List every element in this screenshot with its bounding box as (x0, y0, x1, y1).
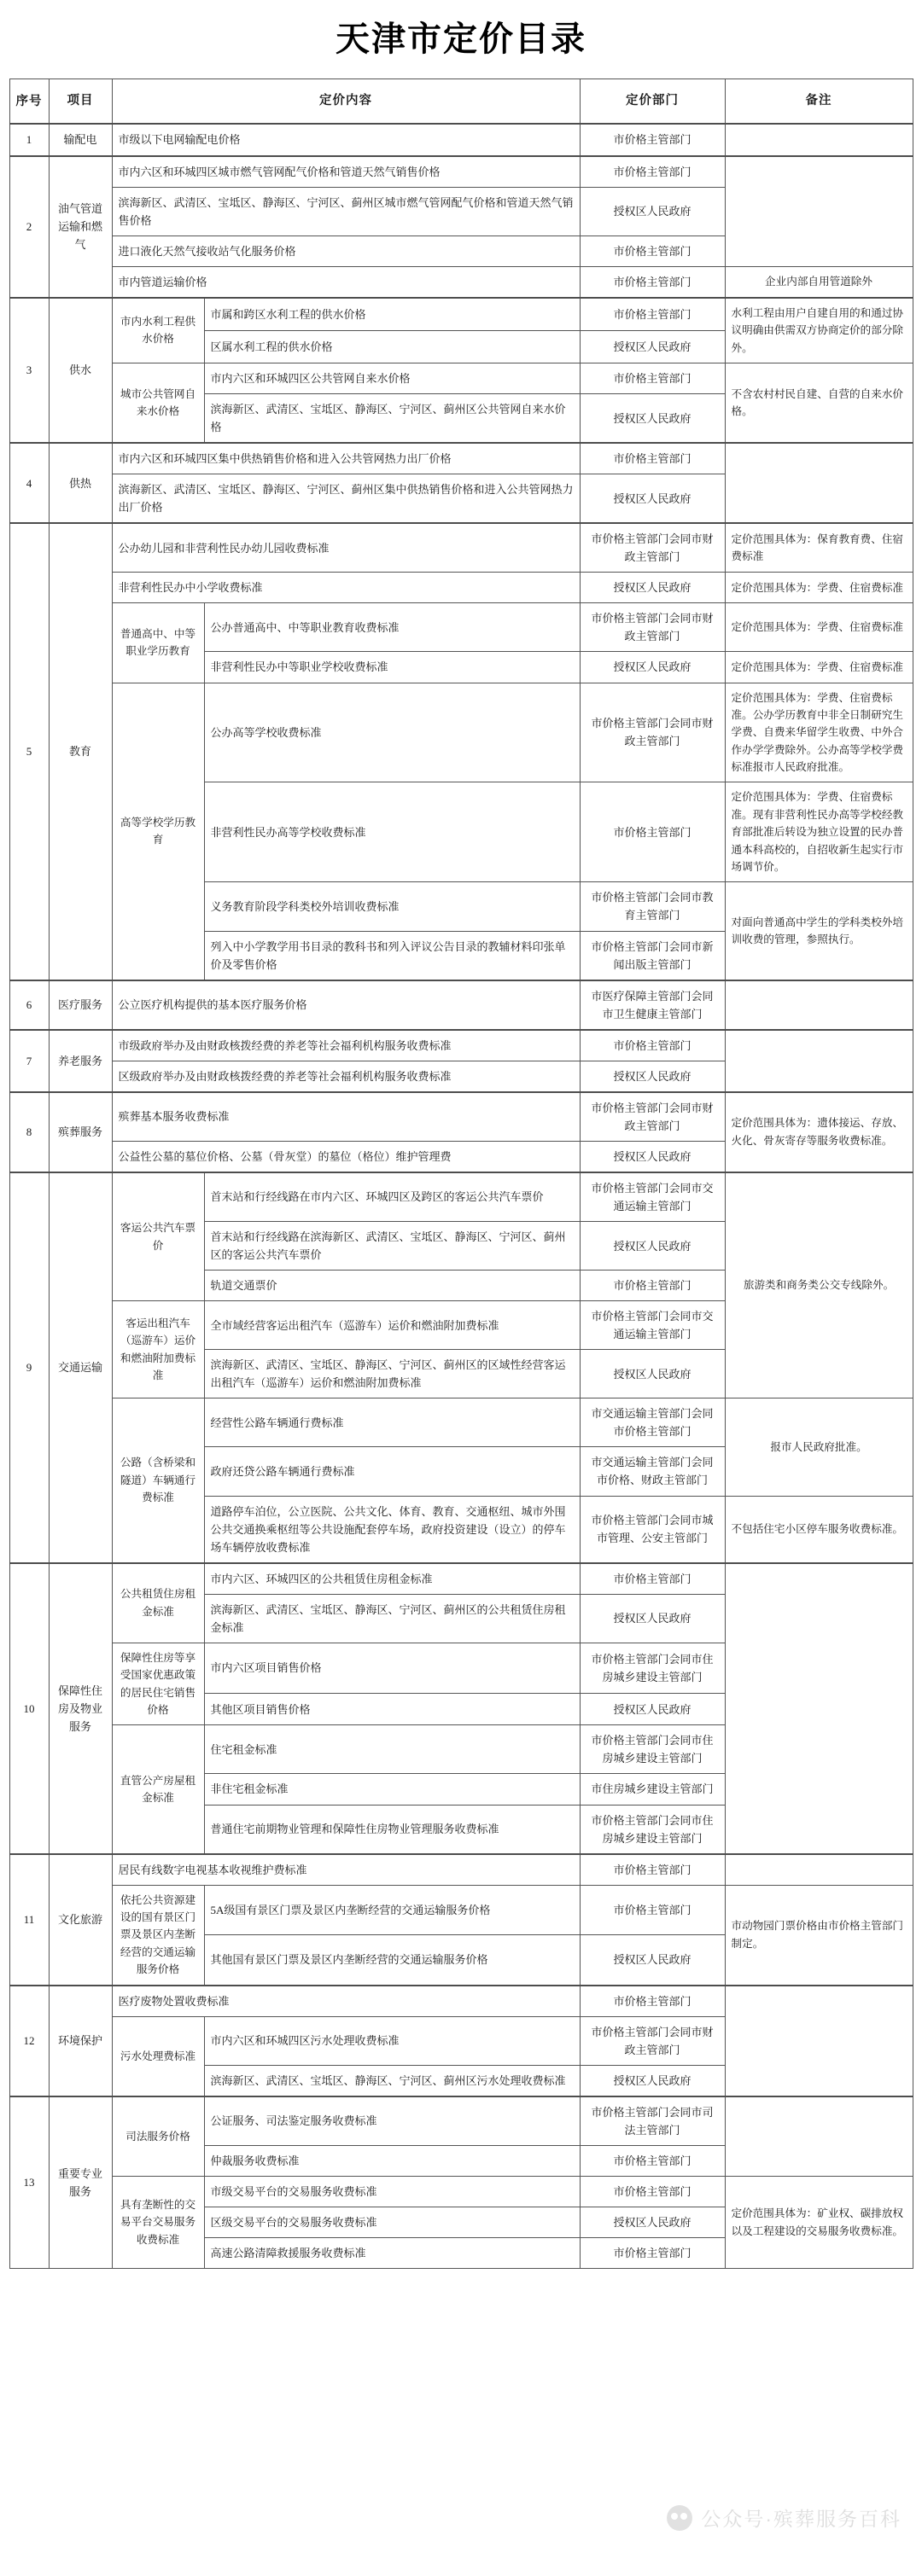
cell-remark (725, 156, 913, 267)
cell-pricing-content: 滨海新区、武清区、宝坻区、静海区、宁河区、蓟州区城市燃气管网配气价格和管道天然气销售价格 (112, 187, 580, 236)
cell-project-name: 养老服务 (49, 1030, 112, 1092)
cell-project-name: 输配电 (49, 124, 112, 155)
cell-pricing-content: 殡葬基本服务收费标准 (112, 1092, 580, 1142)
table-row (9, 1854, 913, 1886)
cell-subcategory: 市内水利工程供水价格 (112, 298, 204, 363)
cell-remark (725, 443, 913, 523)
watermark-text: 公众号·殡葬服务百科 (701, 2508, 902, 2530)
cell-pricing-content: 非营利性民办高等学校收费标准 (204, 782, 580, 882)
pricing-catalog-table (9, 79, 913, 2269)
cell-pricing-department: 市价格主管部门会同市司法主管部门 (580, 2096, 725, 2146)
table-row (9, 603, 913, 652)
cell-sequence-number: 8 (9, 1092, 49, 1172)
cell-subcategory: 直管公产房屋租金标准 (112, 1725, 204, 1854)
column-header-seq: 序号 (9, 79, 49, 125)
cell-pricing-department: 市价格主管部门 (580, 1030, 725, 1061)
cell-subcategory: 城市公共管网自来水价格 (112, 363, 204, 443)
cell-subcategory: 普通高中、中等职业学历教育 (112, 603, 204, 683)
cell-pricing-content: 市级交易平台的交易服务收费标准 (204, 2176, 580, 2207)
cell-project-name: 油气管道运输和燃气 (49, 156, 112, 298)
table-header (9, 79, 913, 125)
column-header-department: 定价部门 (580, 79, 725, 125)
cell-sequence-number: 1 (9, 124, 49, 155)
cell-pricing-department: 市价格主管部门 (580, 443, 725, 474)
cell-pricing-department: 授权区人民政府 (580, 1141, 725, 1172)
cell-pricing-content: 道路停车泊位，公立医院、公共文化、体育、教育、交通枢纽、城市外围公共交通换乘枢纽等公共设施配套停车场，政府投资建设（设立）的停车场车辆停放收费标准 (204, 1496, 580, 1563)
cell-pricing-department: 市价格主管部门 (580, 1885, 725, 1934)
cell-pricing-department: 授权区人民政府 (580, 474, 725, 524)
cell-remark (725, 980, 913, 1030)
cell-pricing-content: 高速公路清障救援服务收费标准 (204, 2238, 580, 2269)
cell-subcategory: 高等学校学历教育 (112, 683, 204, 980)
cell-pricing-content: 市级政府举办及由财政核拨经费的养老等社会福利机构服务收费标准 (112, 1030, 580, 1061)
table-row (9, 2176, 913, 2207)
cell-remark (725, 1030, 913, 1092)
cell-pricing-department: 授权区人民政府 (580, 1061, 725, 1092)
cell-pricing-department: 市价格主管部门 (580, 156, 725, 188)
cell-pricing-department: 市价格主管部门会同市住房城乡建设主管部门 (580, 1725, 725, 1774)
cell-pricing-content: 公办普通高中、中等职业教育收费标准 (204, 603, 580, 652)
cell-pricing-department: 市价格主管部门 (580, 298, 725, 331)
cell-sequence-number: 3 (9, 298, 49, 443)
cell-sequence-number: 11 (9, 1854, 49, 1986)
cell-pricing-department: 市价格主管部门会同市财政主管部门 (580, 523, 725, 573)
cell-project-name: 殡葬服务 (49, 1092, 112, 1172)
cell-pricing-department: 市价格主管部门 (580, 782, 725, 882)
cell-pricing-department: 授权区人民政府 (580, 330, 725, 363)
cell-pricing-department: 市交通运输主管部门会同市价格主管部门 (580, 1398, 725, 1447)
cell-project-name: 环境保护 (49, 1986, 112, 2096)
cell-remark (725, 1854, 913, 1886)
cell-pricing-content: 非营利性民办中等职业学校收费标准 (204, 652, 580, 683)
cell-pricing-content: 公办幼儿园和非营利性民办幼儿园收费标准 (112, 523, 580, 573)
column-header-content: 定价内容 (112, 79, 580, 125)
table-row (9, 1563, 913, 1595)
cell-pricing-content: 义务教育阶段学科类校外培训收费标准 (204, 882, 580, 931)
cell-remark (725, 2096, 913, 2177)
cell-pricing-content: 公立医疗机构提供的基本医疗服务价格 (112, 980, 580, 1030)
cell-pricing-department: 授权区人民政府 (580, 1350, 725, 1398)
watermark (667, 2503, 902, 2532)
cell-remark (725, 1563, 913, 1854)
table-row (9, 298, 913, 331)
cell-project-name: 交通运输 (49, 1172, 112, 1563)
cell-sequence-number: 6 (9, 980, 49, 1030)
cell-pricing-department: 授权区人民政府 (580, 1694, 725, 1725)
cell-remark: 市动物园门票价格由市价格主管部门制定。 (725, 1885, 913, 1985)
cell-pricing-department: 市价格主管部门会同市财政主管部门 (580, 1092, 725, 1142)
table-body (9, 124, 913, 2268)
cell-pricing-content: 其他区项目销售价格 (204, 1694, 580, 1725)
cell-pricing-department: 市价格主管部门 (580, 1986, 725, 2017)
cell-pricing-content: 其他国有景区门票及景区内垄断经营的交通运输服务价格 (204, 1934, 580, 1985)
cell-remark: 定价范围具体为：学费、住宿费标准。现有非营利性民办高等学校经教育部批准后转设为独立设置的民办普通本科高校的，自招收新生起实行市场调节价。 (725, 782, 913, 882)
cell-project-name: 医疗服务 (49, 980, 112, 1030)
cell-pricing-department: 市价格主管部门 (580, 2238, 725, 2269)
cell-subcategory: 客运出租汽车（巡游车）运价和燃油附加费标准 (112, 1301, 204, 1398)
cell-pricing-content: 全市域经营客运出租汽车（巡游车）运价和燃油附加费标准 (204, 1301, 580, 1350)
cell-pricing-department: 市价格主管部门会同市财政主管部门 (580, 2016, 725, 2065)
cell-pricing-department: 市医疗保障主管部门会同市卫生健康主管部门 (580, 980, 725, 1030)
wechat-logo-icon (667, 2505, 692, 2531)
cell-pricing-content: 普通住宅前期物业管理和保障性住房物业管理服务收费标准 (204, 1805, 580, 1854)
cell-sequence-number: 9 (9, 1172, 49, 1563)
cell-sequence-number: 13 (9, 2096, 49, 2269)
cell-remark: 不包括住宅小区停车服务收费标准。 (725, 1496, 913, 1563)
table-row (9, 363, 913, 393)
cell-pricing-content: 公办高等学校收费标准 (204, 683, 580, 782)
cell-remark: 定价范围具体为：矿业权、碳排放权以及工程建设的交易服务收费标准。 (725, 2176, 913, 2268)
cell-pricing-content: 滨海新区、武清区、宝坻区、静海区、宁河区、蓟州区污水处理收费标准 (204, 2065, 580, 2096)
table-row (9, 980, 913, 1030)
cell-pricing-department: 市价格主管部门 (580, 1563, 725, 1595)
cell-pricing-content: 首末站和行经线路在市内六区、环城四区及跨区的客运公共汽车票价 (204, 1172, 580, 1222)
cell-remark: 报市人民政府批准。 (725, 1398, 913, 1496)
cell-pricing-content: 市内六区项目销售价格 (204, 1643, 580, 1693)
cell-remark: 企业内部自用管道除外 (725, 266, 913, 298)
cell-pricing-content: 区级交易平台的交易服务收费标准 (204, 2207, 580, 2237)
cell-pricing-content: 公益性公墓的墓位价格、公墓（骨灰堂）的墓位（格位）维护管理费 (112, 1141, 580, 1172)
cell-pricing-content: 滨海新区、武清区、宝坻区、静海区、宁河区、蓟州区的区域性经营客运出租汽车（巡游车）运价和燃油附加费标准 (204, 1350, 580, 1398)
cell-pricing-content: 区级政府举办及由财政核拨经费的养老等社会福利机构服务收费标准 (112, 1061, 580, 1092)
cell-pricing-department: 授权区人民政府 (580, 393, 725, 443)
cell-pricing-department: 市价格主管部门会同市财政主管部门 (580, 683, 725, 782)
cell-remark (725, 1986, 913, 2096)
cell-pricing-content: 医疗废物处置收费标准 (112, 1986, 580, 2017)
cell-sequence-number: 10 (9, 1563, 49, 1854)
cell-remark: 不含农村村民自建、自营的自来水价格。 (725, 363, 913, 443)
cell-subcategory: 具有垄断性的交易平台交易服务收费标准 (112, 2176, 204, 2268)
cell-pricing-department: 市价格主管部门会同市教育主管部门 (580, 882, 725, 931)
cell-pricing-department: 市价格主管部门会同市城市管理、公安主管部门 (580, 1496, 725, 1563)
table-row (9, 2096, 913, 2146)
cell-pricing-content: 仲裁服务收费标准 (204, 2145, 580, 2176)
cell-pricing-department: 市价格主管部门 (580, 363, 725, 393)
cell-pricing-department: 市价格主管部门 (580, 1271, 725, 1301)
cell-sequence-number: 4 (9, 443, 49, 523)
table-row (9, 1986, 913, 2017)
cell-pricing-department: 授权区人民政府 (580, 187, 725, 236)
cell-remark: 定价范围具体为：遗体接运、存放、火化、骨灰寄存等服务收费标准。 (725, 1092, 913, 1172)
cell-pricing-content: 市内六区和环城四区公共管网自来水价格 (204, 363, 580, 393)
cell-pricing-department: 市价格主管部门 (580, 2176, 725, 2207)
cell-remark: 对面向普通高中学生的学科类校外培训收费的管理，参照执行。 (725, 882, 913, 980)
cell-pricing-content: 进口液化天然气接收站气化服务价格 (112, 236, 580, 266)
header-row (9, 79, 913, 125)
cell-pricing-content: 非住宅租金标准 (204, 1774, 580, 1805)
cell-pricing-content: 市内六区和环城四区污水处理收费标准 (204, 2016, 580, 2065)
column-header-project: 项目 (49, 79, 112, 125)
cell-pricing-content: 政府还贷公路车辆通行费标准 (204, 1447, 580, 1496)
table-row (9, 124, 913, 155)
cell-pricing-content: 市内六区和环城四区城市燃气管网配气价格和管道天然气销售价格 (112, 156, 580, 188)
table-row (9, 1030, 913, 1061)
cell-pricing-department: 市价格主管部门 (580, 236, 725, 266)
cell-pricing-department: 市价格主管部门 (580, 2145, 725, 2176)
cell-pricing-department: 市价格主管部门 (580, 1854, 725, 1886)
table-row (9, 573, 913, 603)
cell-pricing-content: 5A级国有景区门票及景区内垄断经营的交通运输服务价格 (204, 1885, 580, 1934)
cell-pricing-content: 市内六区、环城四区的公共租赁住房租金标准 (204, 1563, 580, 1595)
cell-pricing-department: 市住房城乡建设主管部门 (580, 1774, 725, 1805)
cell-sequence-number: 7 (9, 1030, 49, 1092)
cell-pricing-content: 住宅租金标准 (204, 1725, 580, 1774)
cell-pricing-content: 滨海新区、武清区、宝坻区、静海区、宁河区、蓟州区集中供热销售价格和进入公共管网热力出厂价格 (112, 474, 580, 524)
cell-pricing-content: 列入中小学教学用书目录的教科书和列入评议公告目录的教辅材料印张单价及零售价格 (204, 931, 580, 980)
cell-remark: 定价范围具体为：保育教育费、住宿费标准 (725, 523, 913, 573)
cell-pricing-department: 市价格主管部门 (580, 266, 725, 298)
cell-pricing-department: 授权区人民政府 (580, 1594, 725, 1643)
cell-project-name: 重要专业服务 (49, 2096, 112, 2269)
cell-pricing-content: 轨道交通票价 (204, 1271, 580, 1301)
cell-pricing-content: 滨海新区、武清区、宝坻区、静海区、宁河区、蓟州区公共管网自来水价格 (204, 393, 580, 443)
cell-pricing-content: 非营利性民办中小学收费标准 (112, 573, 580, 603)
cell-project-name: 供水 (49, 298, 112, 443)
table-row (9, 1885, 913, 1934)
cell-remark: 定价范围具体为：学费、住宿费标准。公办学历教育中非全日制研究生学费、自费来华留学生收费、中外合作办学学费除外。公办高等学校学费标准报市人民政府批准。 (725, 683, 913, 782)
cell-sequence-number: 5 (9, 523, 49, 980)
table-row (9, 1398, 913, 1447)
cell-subcategory: 污水处理费标准 (112, 2016, 204, 2096)
cell-subcategory: 依托公共资源建设的国有景区门票及景区内垄断经营的交通运输服务价格 (112, 1885, 204, 1985)
cell-pricing-department: 市价格主管部门会同市交通运输主管部门 (580, 1172, 725, 1222)
cell-pricing-content: 市属和跨区水利工程的供水价格 (204, 298, 580, 331)
table-row (9, 266, 913, 298)
cell-pricing-department: 市价格主管部门 (580, 124, 725, 155)
cell-pricing-content: 区属水利工程的供水价格 (204, 330, 580, 363)
table-row (9, 523, 913, 573)
cell-sequence-number: 2 (9, 156, 49, 298)
cell-project-name: 文化旅游 (49, 1854, 112, 1986)
cell-pricing-department: 授权区人民政府 (580, 2065, 725, 2096)
cell-remark: 定价范围具体为：学费、住宿费标准 (725, 573, 913, 603)
cell-pricing-department: 授权区人民政府 (580, 652, 725, 683)
cell-pricing-department: 授权区人民政府 (580, 573, 725, 603)
cell-pricing-content: 滨海新区、武清区、宝坻区、静海区、宁河区、蓟州区的公共租赁住房租金标准 (204, 1594, 580, 1643)
cell-subcategory: 公路（含桥梁和隧道）车辆通行费标准 (112, 1398, 204, 1563)
cell-pricing-department: 市价格主管部门会同市住房城乡建设主管部门 (580, 1805, 725, 1854)
cell-subcategory: 公共租赁住房租金标准 (112, 1563, 204, 1643)
cell-pricing-content: 公证服务、司法鉴定服务收费标准 (204, 2096, 580, 2146)
cell-pricing-department: 市价格主管部门会同市住房城乡建设主管部门 (580, 1643, 725, 1693)
page-title: 天津市定价目录 (336, 20, 586, 58)
table-row (9, 1092, 913, 1142)
cell-pricing-content: 经营性公路车辆通行费标准 (204, 1398, 580, 1447)
cell-pricing-department: 授权区人民政府 (580, 1934, 725, 1985)
table-row (9, 1172, 913, 1222)
cell-project-name: 保障性住房及物业服务 (49, 1563, 112, 1854)
cell-pricing-content: 市内管道运输价格 (112, 266, 580, 298)
cell-pricing-department: 市价格主管部门会同市新闻出版主管部门 (580, 931, 725, 980)
cell-remark: 旅游类和商务类公交专线除外。 (725, 1172, 913, 1398)
cell-subcategory: 保障性住房等享受国家优惠政策的居民住宅销售价格 (112, 1643, 204, 1725)
cell-project-name: 供热 (49, 443, 112, 523)
cell-pricing-department: 授权区人民政府 (580, 1222, 725, 1271)
cell-pricing-department: 市价格主管部门会同市交通运输主管部门 (580, 1301, 725, 1350)
cell-remark: 定价范围具体为：学费、住宿费标准 (725, 603, 913, 652)
cell-project-name: 教育 (49, 523, 112, 980)
cell-pricing-content: 居民有线数字电视基本收视维护费标准 (112, 1854, 580, 1886)
table-row (9, 443, 913, 474)
cell-pricing-department: 授权区人民政府 (580, 2207, 725, 2237)
cell-sequence-number: 12 (9, 1986, 49, 2096)
cell-remark: 水利工程由用户自建自用的和通过协议明确由供需双方协商定价的部分除外。 (725, 298, 913, 363)
table-row (9, 156, 913, 188)
cell-subcategory: 客运公共汽车票价 (112, 1172, 204, 1301)
cell-pricing-content: 市级以下电网输配电价格 (112, 124, 580, 155)
column-header-note: 备注 (725, 79, 913, 125)
cell-pricing-content: 首末站和行经线路在滨海新区、武清区、宝坻区、静海区、宁河区、蓟州区的客运公共汽车票价 (204, 1222, 580, 1271)
table-row (9, 683, 913, 782)
cell-subcategory: 司法服务价格 (112, 2096, 204, 2177)
cell-pricing-department: 市交通运输主管部门会同市价格、财政主管部门 (580, 1447, 725, 1496)
cell-pricing-department: 市价格主管部门会同市财政主管部门 (580, 603, 725, 652)
cell-remark (725, 124, 913, 155)
cell-remark: 定价范围具体为：学费、住宿费标准 (725, 652, 913, 683)
cell-pricing-content: 市内六区和环城四区集中供热销售价格和进入公共管网热力出厂价格 (112, 443, 580, 474)
